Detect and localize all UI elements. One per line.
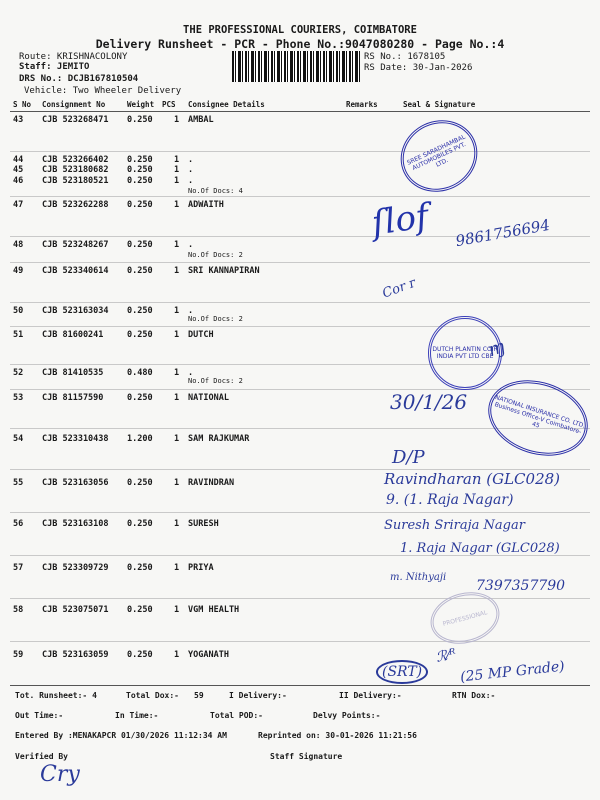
handwritten-date: 30/1/26 (390, 390, 468, 414)
col-consignment: Consignment No (42, 100, 106, 109)
handwritten-suresh: Suresh Sriraja Nagar (384, 518, 525, 533)
stamp-national-insurance: NATIONAL INSURANCE CO. LTD. Business Office-V Coimbatore-45 (478, 368, 597, 468)
handwritten-phone: 7397357790 (476, 578, 566, 594)
total-dox-value: 59 (194, 691, 204, 700)
col-seal: Seal & Signature (403, 100, 476, 109)
table-row: 59 CJB 523163059 0.250 1 YOGANATH (10, 641, 590, 686)
table-row: 57 CJB 523309729 0.250 1 PRIYA (10, 555, 590, 599)
table-row: 54 CJB 523310438 1.200 1 SAM RAJKUMAR (10, 428, 590, 470)
out-time: Out Time:- (15, 711, 64, 720)
stamp-sree-saradhambal: SREE SARADHAMBAL AUTOMOBILES PVT. LTD. (389, 108, 489, 204)
i-delivery: I Delivery:- (229, 691, 287, 700)
verified-signature: Cry (40, 762, 80, 787)
col-pcs: PCS (162, 100, 176, 109)
table-row: 51 CJB 81600241 0.250 1 DUTCH (10, 326, 590, 365)
delvy-points: Delvy Points:- (313, 711, 381, 720)
staff: Staff: JEMITO (19, 62, 90, 72)
ii-delivery: II Delivery:- (339, 691, 402, 700)
verified-by: Verified By (15, 752, 68, 761)
signature-mark: ſlof (369, 196, 432, 244)
docs-count: No.Of Docs: 2 (188, 315, 243, 323)
stamp-faded: PROFESSIONAL (425, 585, 506, 651)
signature-mark: Cor ᴦ (380, 275, 419, 302)
table-row: 43 CJB 523268471 0.250 1 AMBAL (10, 111, 590, 152)
table-row: 50 CJB 523163034 0.250 1 . No.Of Docs: 2 (10, 302, 590, 327)
total-dox-label: Total Dox:- (126, 691, 179, 700)
vehicle: Vehicle: Two Wheeler Delivery (24, 86, 182, 96)
signature-mark: ɱ (485, 335, 508, 362)
total-pod: Total POD:- (210, 711, 263, 720)
table-row: 46 CJB 523180521 0.250 1 . No.Of Docs: 4 (10, 174, 590, 197)
col-weight: Weight (127, 100, 155, 109)
staff-signature: Staff Signature (270, 752, 343, 761)
table-row: 45 CJB 523180682 0.250 1 . (13, 165, 194, 175)
handwritten-nithya: m. Nithyaji (390, 572, 447, 583)
in-time: In Time:- (115, 711, 159, 720)
rtn-dox: RTN Dox:- (452, 691, 496, 700)
barcode (232, 51, 360, 82)
table-row: 55 CJB 523163056 0.250 1 RAVINDRAN (10, 469, 590, 513)
handwritten-note: (25 MP Grade) (459, 658, 566, 686)
col-sno: S No (13, 100, 32, 109)
handwritten-srt: (SRT) (376, 660, 428, 684)
docs-count: No.Of Docs: 2 (188, 251, 243, 259)
table-row: 44 CJB 523266402 0.250 1 . (13, 155, 194, 165)
entered-by: Entered By :MENAKAPCR 01/30/2026 11:12:34 AM (15, 731, 227, 740)
col-consignee: Consignee Details (188, 100, 265, 109)
runsheet-subtitle: Delivery Runsheet - PCR - Phone No.:9047080280 - Page No.:4 (95, 37, 505, 51)
rs-number: RS No.: 1678105 (364, 52, 446, 62)
col-remarks: Remarks (346, 100, 378, 109)
table-row: 47 CJB 523262288 0.250 1 ADWAITH (10, 196, 590, 237)
stamp-dutch-plantin: DUTCH PLANTIN COIR INDIA PVT LTD CBE (428, 316, 502, 390)
route: Route: KRISHNACOLONY (19, 52, 128, 62)
handwritten-address: 9. (1. Raja Nagar) (386, 492, 514, 508)
rs-date: RS Date: 30-Jan-2026 (364, 63, 473, 73)
company-name: THE PROFESSIONAL COURIERS, COIMBATORE (183, 24, 417, 36)
table-row: 49 CJB 523340614 0.250 1 SRI KANNAPIRAN (10, 262, 590, 303)
table-row: 58 CJB 523075071 0.250 1 VGM HEALTH (10, 598, 590, 642)
handwritten-dp: D/P (392, 447, 425, 468)
docs-count: No.Of Docs: 2 (188, 377, 243, 385)
drs-number: DRS No.: DCJB167810504 (19, 74, 139, 84)
table-row: 48 CJB 523248267 0.250 1 . No.Of Docs: 2 (10, 236, 590, 263)
handwritten-ravindharan: Ravindharan (GLC028) (384, 470, 561, 488)
tot-runsheet: Tot. Runsheet:- 4 (15, 691, 97, 700)
signature-mark: ℛ⁄ᴿ (434, 646, 458, 666)
handwritten-address: 1. Raja Nagar (GLC028) (400, 541, 560, 556)
handwritten-phone: 9861756694 (454, 215, 552, 251)
table-row: 56 CJB 523163108 0.250 1 SURESH (10, 512, 590, 556)
table-row: 52 CJB 81410535 0.480 1 . No.Of Docs: 2 (10, 364, 590, 390)
table-row: 53 CJB 81157590 0.250 1 NATIONAL (10, 389, 590, 429)
docs-count: No.Of Docs: 4 (188, 187, 243, 195)
reprinted-on: Reprinted on: 30-01-2026 11:21:56 (258, 731, 417, 740)
